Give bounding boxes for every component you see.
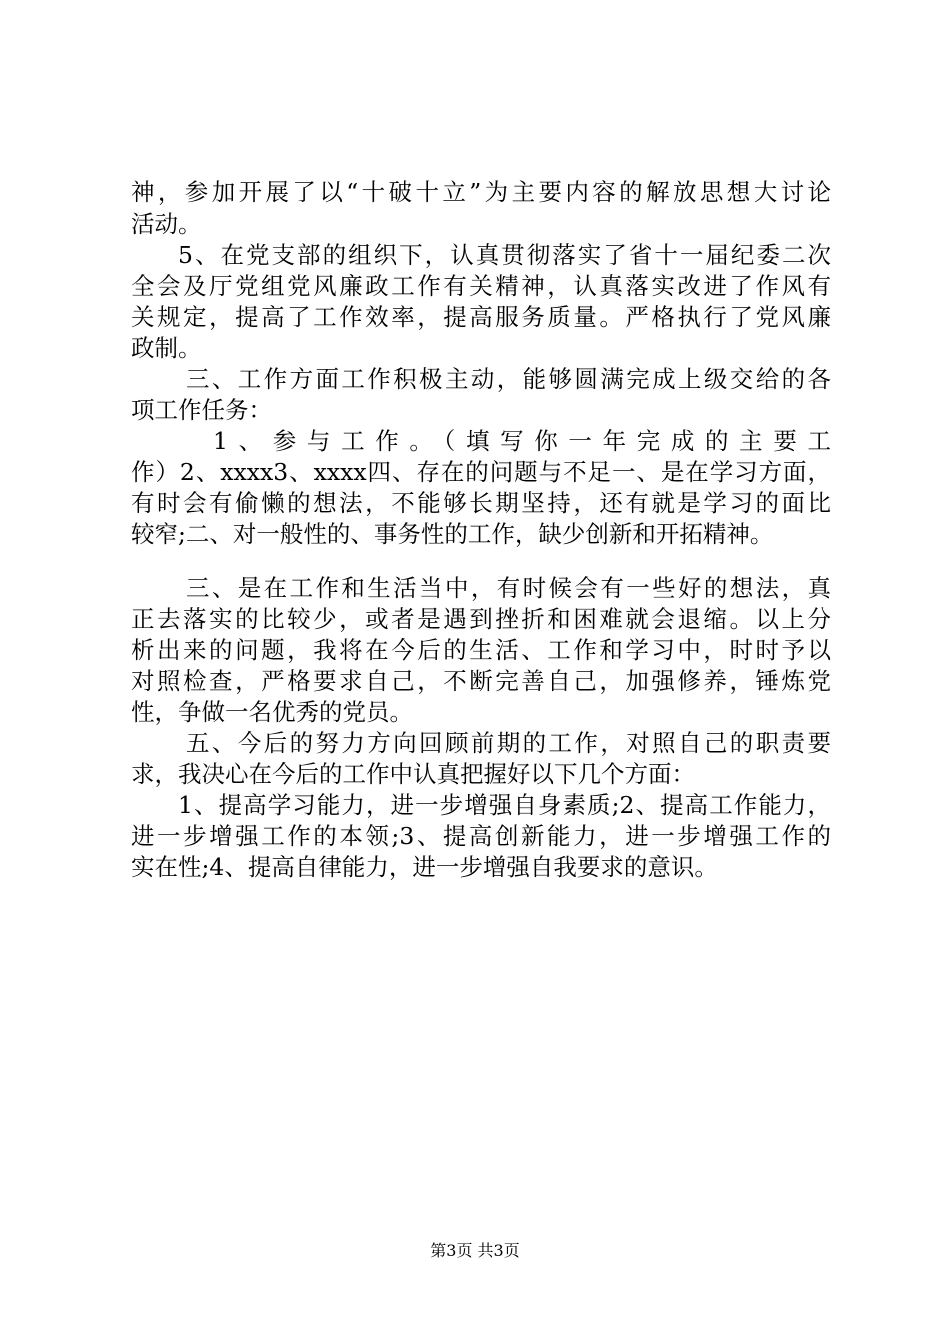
paragraph-line: 作）2、xxxx3、xxxx四、存在的问题与不足一、是在学习方面， [131,458,831,486]
paragraph-line: 三、工作方面工作积极主动，能够圆满完成上级交给的各 [186,365,831,393]
paragraph-line: 全会及厅党组党风廉政工作有关精神，认真落实改进了作风有 [131,272,831,300]
paragraph-line: 5、在党支部的组织下，认真贯彻落实了省十一届纪委二次 [178,241,831,269]
paragraph-line: 政制。 [131,334,202,362]
paragraph-line: 1、参与工作。（填写你一年完成的主要工 [213,427,831,455]
paragraph-line: 活动。 [131,210,202,238]
page-number-footer: 第3页 共3页 [430,1241,520,1260]
paragraph-line: 较窄;二、对一般性的、事务性的工作，缺少创新和开拓精神。 [131,520,774,548]
paragraph-line: 性，争做一名优秀的党员。 [131,698,413,726]
paragraph-line: 1、提高学习能力，进一步增强自身素质;2、提高工作能力， [178,791,831,819]
paragraph-line: 五、今后的努力方向回顾前期的工作，对照自己的职责要 [186,729,831,757]
paragraph-line: 实在性;4、提高自律能力，进一步增强自我要求的意识。 [131,853,718,881]
paragraph-line: 关规定，提高了工作效率，提高服务质量。严格执行了党风廉 [131,303,831,331]
paragraph-line: 神，参加开展了以“十破十立”为主要内容的解放思想大讨论 [131,178,831,206]
paragraph-line: 析出来的问题，我将在今后的生活、工作和学习中，时时予以 [131,636,831,664]
paragraph-line: 三、是在工作和生活当中，有时候会有一些好的想法，真 [186,574,831,602]
paragraph-line: 求，我决心在今后的工作中认真把握好以下几个方面： [131,760,695,788]
paragraph-line: 对照检查，严格要求自己，不断完善自己，加强修养，锤炼党 [131,667,831,695]
paragraph-line: 项工作任务： [131,396,272,424]
paragraph-line: 有时会有偷懒的想法，不能够长期坚持，还有就是学习的面比 [131,489,831,517]
paragraph-line: 进一步增强工作的本领;3、提高创新能力，进一步增强工作的 [131,822,831,850]
paragraph-line: 正去落实的比较少，或者是遇到挫折和困难就会退缩。以上分 [131,605,831,633]
